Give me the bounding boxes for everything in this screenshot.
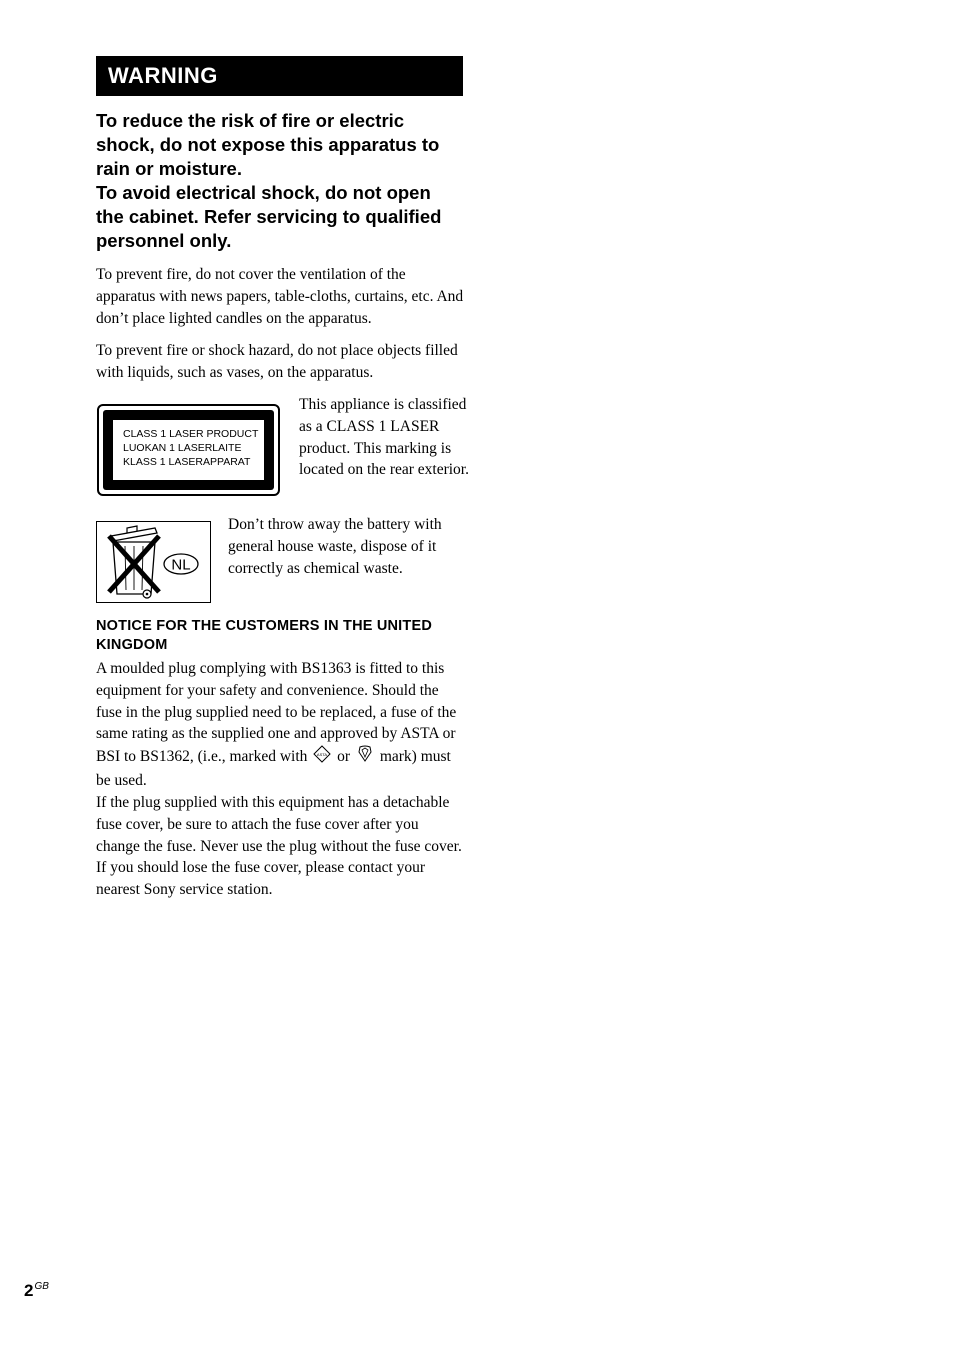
warning-lead-line-2: To avoid electrical shock, do not open the cabinet. Refer servicing to qualified personnel only.	[96, 182, 442, 251]
plug-sentence: A moulded plug complying with BS1363 is fitted to this equipment for your safety and convenience.	[96, 660, 445, 699]
asta-mark-icon	[313, 745, 331, 770]
asta-mark-label: ASTA	[317, 752, 328, 758]
page-number-value: 2	[24, 1281, 34, 1300]
or-word: or	[337, 748, 351, 766]
uk-notice-heading: NOTICE FOR THE CUSTOMERS IN THE UNITED KINGDOM	[96, 618, 433, 653]
liquids-paragraph: To prevent fire or shock hazard, do not place objects filled with liquids, such as vases, on the apparatus.	[96, 342, 458, 381]
fuse-sentence: Should the fuse in the plug supplied need to be replaced, a fuse of the same rating as the supplied one and approved by ASTA or BSI to BS1362, (i.e., marked with	[96, 681, 457, 766]
warning-lead-line-1: To reduce the risk of fire or electric shock, do not expose this apparatus to rain or moisture.	[96, 110, 440, 179]
laser-label-line: LUOKAN 1 LASERLAITE	[123, 441, 242, 454]
page-number	[24, 1281, 49, 1301]
laser-label-line: CLASS 1 LASER PRODUCT	[123, 428, 259, 440]
bsi-kitemark-icon	[356, 745, 374, 770]
crossed-bin-icon-graphic	[97, 522, 210, 602]
laser-class-label-image	[97, 404, 280, 496]
laser-label-text-box	[113, 420, 264, 480]
crossed-bin-icon	[96, 521, 211, 603]
warning-lead	[96, 109, 463, 253]
warning-banner: WARNING	[96, 56, 463, 96]
page-number-suffix: GB	[34, 1281, 49, 1292]
laser-description: This appliance is classified as a CLASS 1 LASER product. This marking is located on the rear exterior.	[299, 396, 469, 479]
nl-symbol-text: NL	[171, 556, 191, 574]
uk-notice-paragraph-2: If the plug supplied with this equipment has a detachable fuse cover, be sure to attach the fuse cover after you change the fuse. Never use the plug without the fuse cover. If you should lose the fuse cover, please contact your nearest Sony service station.	[96, 794, 462, 899]
mark-sentence-end: mark) must be used.	[96, 748, 451, 789]
ventilation-paragraph: To prevent fire, do not cover the ventilation of the apparatus with news papers, table-cloths, curtains, etc. And don’t place lighted candles on the apparatus.	[96, 266, 464, 327]
uk-notice-paragraph-1	[96, 658, 466, 792]
laser-label-line: KLASS 1 LASERAPPARAT	[123, 455, 251, 468]
battery-disposal-text: Don’t throw away the battery with general house waste, dispose of it correctly as chemical waste.	[228, 516, 442, 577]
